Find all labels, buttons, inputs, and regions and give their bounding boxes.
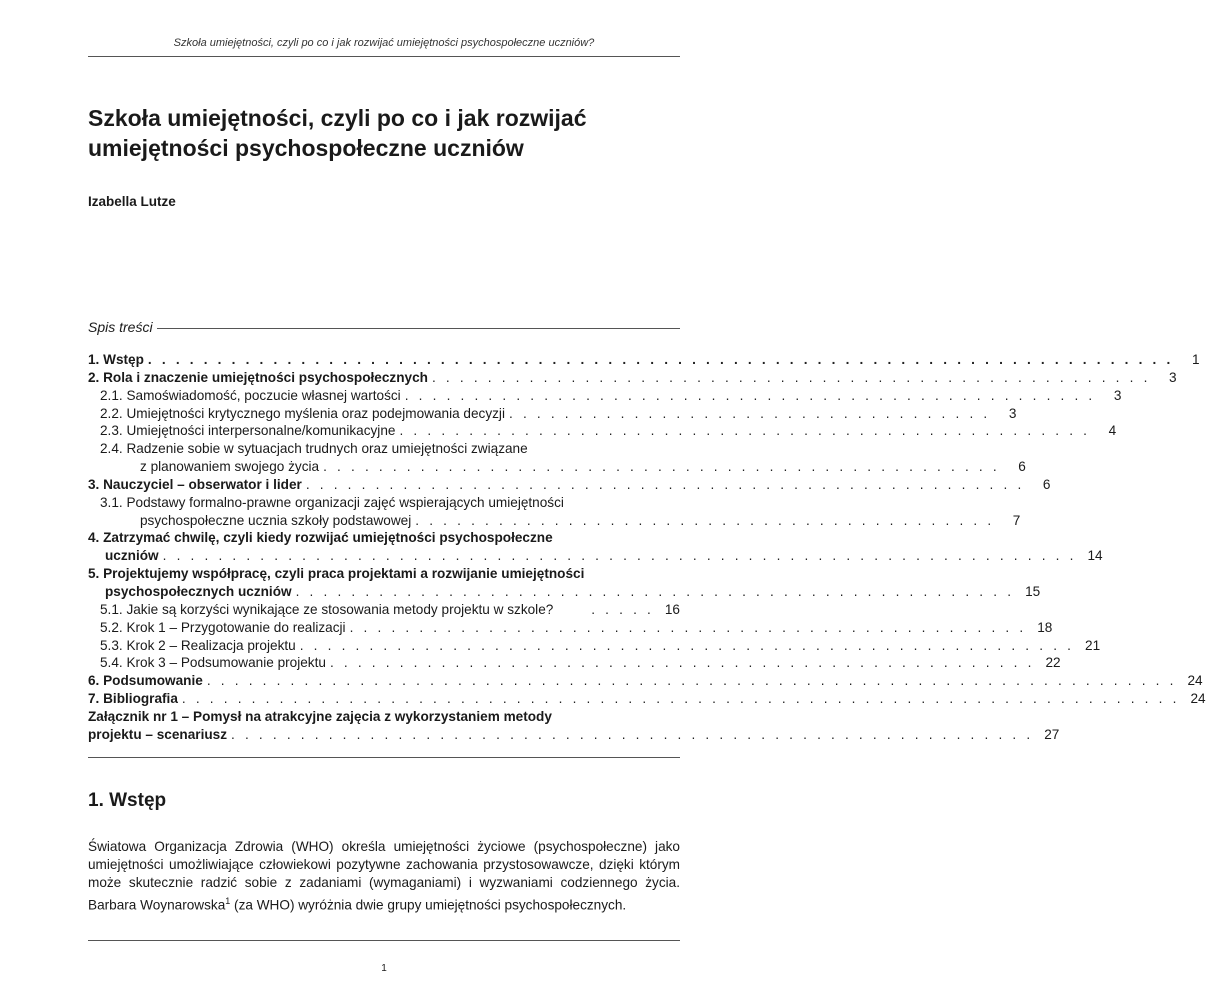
toc-entry-page: 6 <box>1042 476 1051 492</box>
toc-leader: . . . . . . . . . . . . . . . . . . . . . . . . . . . . . . . . . . . . . . . . . . . . . . . . . . . . . . . . . . . . . . . . . . . . . . . . <box>181 691 1180 707</box>
toc-leader: . . . . . . . . . . . . . . . . . . . . . . . . . . . . . . . . . . . . . . . . . . . . . . . . . . . . <box>431 369 1151 385</box>
toc-leader: . . . . . . . . . . . . . . . . . . . . . . . . . . . . . . . . . . . . . . . . . . . . . . . . . <box>349 619 1027 635</box>
toc-heading-rule <box>88 328 680 329</box>
toc-entry-label: 3. Nauczyciel – obserwator i lider <box>88 476 302 492</box>
toc-entry[interactable] <box>88 422 1117 440</box>
toc-leader: . . . . . . . . . . . . . . . . . . . . . . . . . . . . . . . . . . . . . . . . . . . . . . . . . . <box>404 387 1096 403</box>
toc-entry[interactable] <box>88 690 1206 708</box>
toc-entry-page: 22 <box>1045 655 1061 671</box>
toc-entry-label: 2.2. Umiejętności krytycznego myślenia oraz podejmowania decyzji <box>100 405 505 421</box>
toc-entry[interactable] <box>88 440 1026 476</box>
toc-entry-page: 3 <box>1113 387 1122 403</box>
title-line-1: Szkoła umiejętności, czyli po co i jak rozwijać <box>88 105 587 131</box>
toc-entry-page: 6 <box>1018 459 1026 475</box>
body-paragraph <box>88 838 680 916</box>
page-number: 1 <box>381 963 387 974</box>
toc-leader: . . . . . . . . . . . . . . . . . . . . . . . . . . . . . . . . . . . . . . . . . . . . . . . . . . . . . . . . . . . . . . . . . . . . . . <box>206 673 1177 689</box>
toc-entry[interactable] <box>88 351 1200 369</box>
footer-rule <box>88 940 680 941</box>
toc-entry-label-cont: projektu – scenariusz <box>88 726 228 742</box>
toc-entry-page: 24 <box>1190 691 1206 707</box>
title-line-2: umiejętności psychospołeczne uczniów <box>88 135 524 161</box>
toc-heading: Spis treści <box>88 319 157 335</box>
toc-entry-page: 3 <box>1008 405 1017 421</box>
toc-entry[interactable] <box>88 619 1053 637</box>
toc-entry-label: 2.1. Samoświadomość, poczucie własnej wartości <box>100 387 401 403</box>
toc-leader: . . . . . . . . . . . . . . . . . . . . . . . . . . . . . . . . . . . . . . . . . . . . . . . . . . . <box>329 655 1035 671</box>
toc-entry-label: 1. Wstęp <box>88 352 144 367</box>
toc-entry[interactable] <box>88 494 1021 530</box>
toc-leader: . . . . . . . . . . . . . . . . . . . . . . . . . . . . . . . . . . . . . . . . . . . . . . . . . . . . . . . . . . . . . . . . . . <box>162 548 1077 564</box>
toc-leader: . . . . . . . . . . . . . . . . . . . . . . . . . . . . . . . . . . . . . . . . . . . . . . . . . . . . <box>305 476 1025 492</box>
page-title <box>88 103 688 163</box>
toc-entry-label: 6. Podsumowanie <box>88 673 203 689</box>
toc-entry-label: 2.4. Radzenie sobie w sytuacjach trudnych oraz umiejętności związane <box>100 441 528 457</box>
toc-entry-label: 7. Bibliografia <box>88 691 178 707</box>
toc-entry-label-cont: psychospołeczne ucznia szkoły podstawowej <box>140 512 412 528</box>
toc-entry-page: 16 <box>664 601 680 617</box>
toc-entry-label: 5.3. Krok 2 – Realizacja projektu <box>100 637 296 653</box>
toc-entry-label: 5. Projektujemy współpracę, czyli praca projektami a rozwijanie umiejętności <box>88 566 585 582</box>
toc-entry-page: 4 <box>1108 423 1117 439</box>
toc-leader: . . . . . <box>591 601 654 617</box>
toc-leader: . . . . . . . . . . . . . . . . . . . . . . . . . . . . . . . . . . . . . . . . . . . . . . . . . . . . . . . . <box>299 637 1075 653</box>
toc-entry-page: 3 <box>1169 369 1177 385</box>
toc-entry-label-cont: psychospołecznych uczniów <box>105 583 292 599</box>
toc-entry-label: 5.4. Krok 3 – Podsumowanie projektu <box>100 655 326 671</box>
toc-entry[interactable] <box>88 565 1041 601</box>
toc-entry[interactable] <box>88 369 1177 387</box>
toc-entry[interactable] <box>88 601 680 619</box>
toc-entry-page: 14 <box>1087 548 1103 564</box>
running-header: Szkoła umiejętności, czyli po co i jak rozwijać umiejętności psychospołeczne uczniów? <box>173 37 595 49</box>
toc-entry-page: 21 <box>1085 637 1101 653</box>
paragraph-text: Światowa Organizacja Zdrowia (WHO) określa umiejętności życiowe (psychospołeczne) jako umiejętności umożliwiające człowiekowi pozytywne zachowania przystosowawcze, dzięki którym może skutecznie radzić sobie z zadaniami (wymaganiami) i wyzwaniami codziennego życia. Barbara Woynarowska <box>88 838 680 914</box>
toc-leader: . . . . . . . . . . . . . . . . . . . . . . . . . . . . . . . . . . . <box>508 405 991 421</box>
author: Izabella Lutze <box>88 194 176 209</box>
paragraph-text-cont: (za WHO) wyróżnia dwie grupy umiejętności psychospołecznych. <box>230 898 627 914</box>
toc-entry-label: 2.3. Umiejętności interpersonalne/komunikacyjne <box>100 423 396 439</box>
toc-leader: . . . . . . . . . . . . . . . . . . . . . . . . . . . . . . . . . . . . . . . . . . . . . . . . . . . . . . . . . . <box>231 726 1034 742</box>
toc-entry-label-cont: z planowaniem swojego życia <box>140 459 320 475</box>
footnote-ref[interactable]: 1 <box>225 896 231 907</box>
toc-entry[interactable] <box>88 708 1060 744</box>
toc-entry-page: 18 <box>1037 619 1053 635</box>
toc-entry-page: 27 <box>1044 726 1060 742</box>
toc-entry-page: 7 <box>1012 512 1021 528</box>
toc-entry-label: 2. Rola i znaczenie umiejętności psychospołecznych <box>88 369 428 385</box>
toc-entry-label-cont: uczniów <box>105 548 159 564</box>
table-of-contents <box>88 351 1206 744</box>
toc-entry[interactable] <box>88 654 1061 672</box>
toc-entry-label: 4. Zatrzymać chwilę, czyli kiedy rozwijać umiejętności psychospołeczne <box>88 530 553 546</box>
toc-entry-label: 5.1. Jakie są korzyści wynikające ze stosowania metody projektu w szkole? <box>100 601 554 617</box>
toc-entry-page: 1 <box>1191 352 1200 367</box>
toc-entry-page: 24 <box>1187 673 1203 689</box>
toc-entry[interactable] <box>88 405 1017 423</box>
toc-end-rule <box>88 757 680 758</box>
toc-leader: . . . . . . . . . . . . . . . . . . . . . . . . . . . . . . . . . . . . . . . . . . . . . . . . . . . . <box>295 583 1015 599</box>
toc-entry[interactable] <box>88 529 1103 565</box>
toc-entry-label: 5.2. Krok 1 – Przygotowanie do realizacji <box>100 619 346 635</box>
toc-leader: . . . . . . . . . . . . . . . . . . . . . . . . . . . . . . . . . . . . . . . . . . <box>415 512 995 528</box>
toc-entry-page: 15 <box>1025 583 1041 599</box>
toc-entry[interactable] <box>88 387 1122 405</box>
header-rule <box>88 56 680 57</box>
toc-entry[interactable] <box>88 672 1203 690</box>
toc-entry-label: 3.1. Podstawy formalno-prawne organizacji zajęć wspierających umiejętności <box>100 494 564 510</box>
section-heading: 1. Wstęp <box>88 790 167 811</box>
toc-leader: . . . . . . . . . . . . . . . . . . . . . . . . . . . . . . . . . . . . . . . . . . . . . . . . . . <box>399 423 1091 439</box>
toc-entry[interactable] <box>88 476 1051 494</box>
toc-leader: . . . . . . . . . . . . . . . . . . . . . . . . . . . . . . . . . . . . . . . . . . . . . . . . . <box>323 459 1000 475</box>
toc-entry-label: Załącznik nr 1 – Pomysł na atrakcyjne zajęcia z wykorzystaniem metody <box>88 708 552 724</box>
toc-leader: . . . . . . . . . . . . . . . . . . . . . . . . . . . . . . . . . . . . . . . . . . . . . . . . . . . . . . . . . . . . . . . . . . . . . . . . . . <box>147 352 1174 367</box>
toc-entry[interactable] <box>88 637 1101 655</box>
